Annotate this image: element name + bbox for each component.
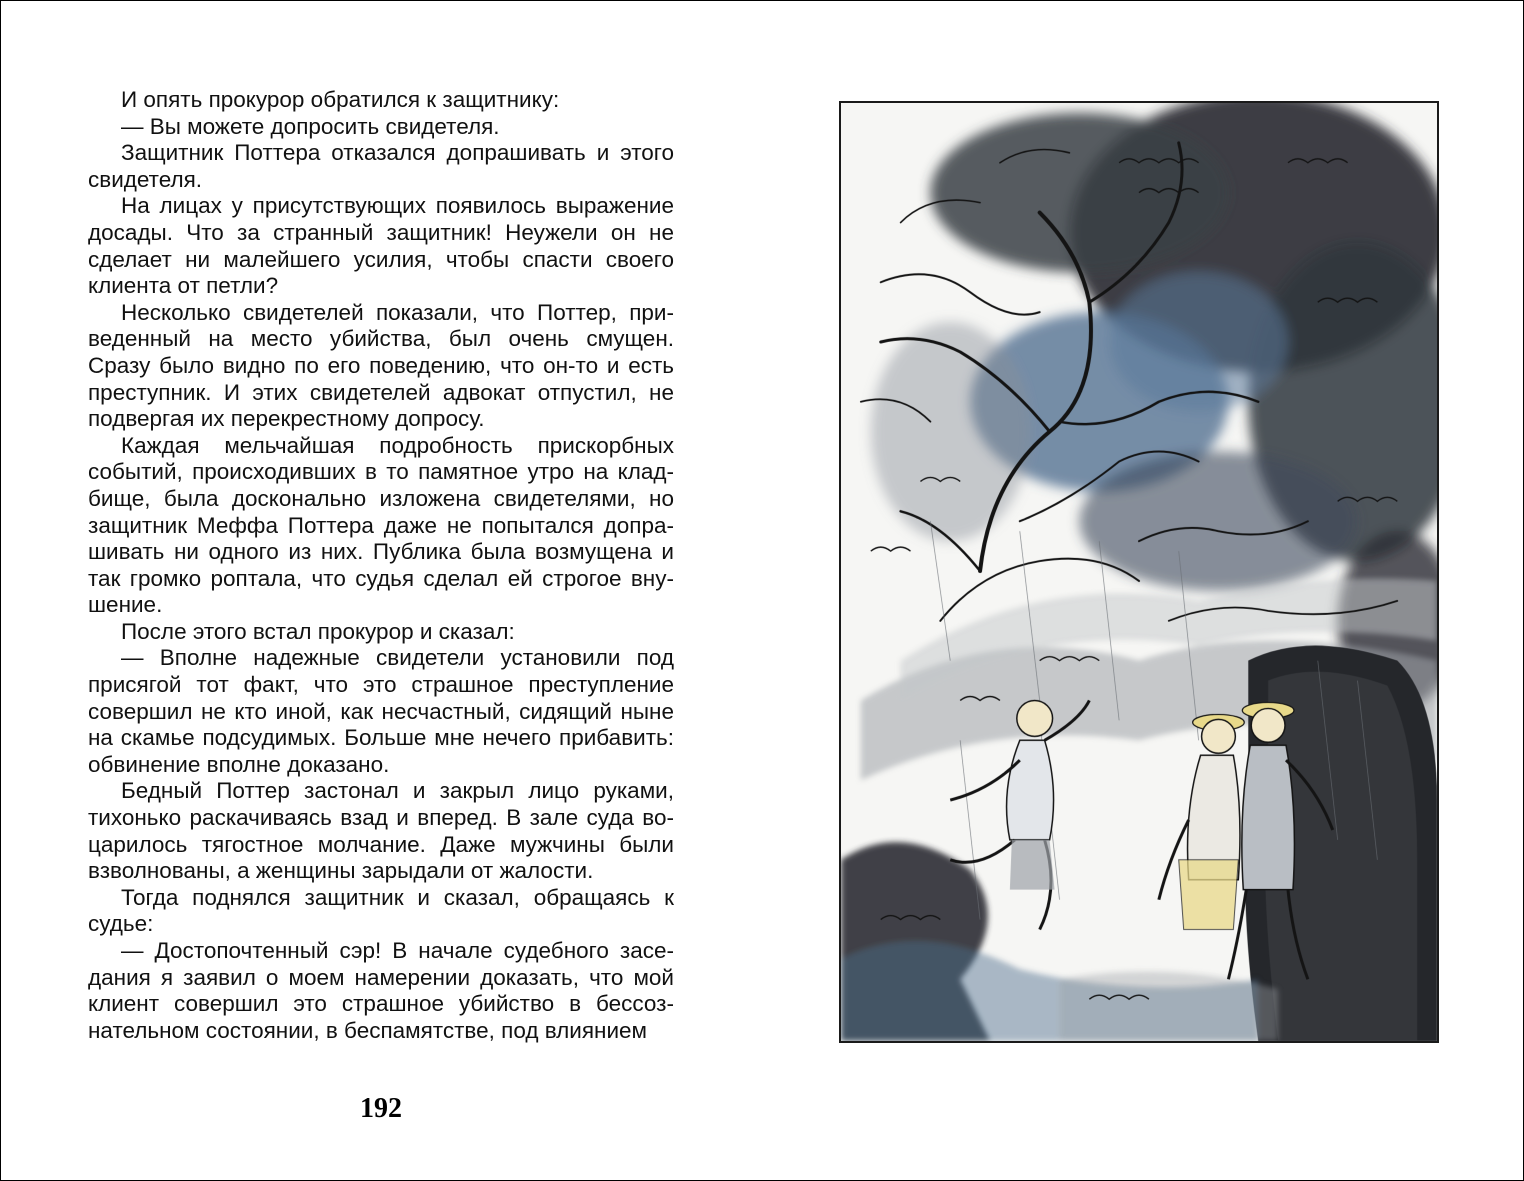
paragraph: После этого встал прокурор и сказал: bbox=[121, 618, 515, 644]
illustration-boys-running-in-rain bbox=[839, 101, 1439, 1043]
page-number: 192 bbox=[360, 1093, 402, 1124]
paragraph: Несколько свидетелей показали, что Поттер, приведенный на место убийства, был очень смущен. Сразу было видно по его поведению, что он-то и есть преступник. И этих свидетелей адвокат отпустил, не подвергая их перекрестному допросу. bbox=[88, 299, 674, 432]
paragraph: Тогда поднялся защитник и сказал, обращаясь к судье: bbox=[88, 884, 674, 937]
paragraph: Бедный Поттер застонал и закрыл лицо руками, тихонько раскачиваясь взад и вперед. В зале суда воцарилось тягостное молчание. Даже мужчины были взволнованы, а женщины зарыдали от жалости. bbox=[88, 778, 674, 884]
left-page-text bbox=[88, 87, 674, 1044]
paragraph: И опять прокурор обратился к защитнику: bbox=[121, 87, 560, 112]
paragraph: — Вполне надежные свидетели установили под присягой тот факт, что это страшное преступление совершил не кто иной, как несчастный, сидящий ныне на скамье подсудимых. Больше мне нечего прибавить: обвинение вполне доказано. bbox=[88, 645, 674, 777]
illustration-drawing bbox=[841, 103, 1437, 1041]
paragraph: На лицах у присутствующих появилось выражение досады. Что за странный защитник! Неужели он не сделает ни малейшего усилия, чтобы спасти своего клиента от петли? bbox=[88, 193, 674, 299]
paragraph: Каждая мельчайшая подробность прискорбных событий, происходивших в то памятное утро на кладбище, была досконально изложена свидетелями, но защитник Меффа Поттера даже не попытался допрашивать ни одного из них. Публика была возмущена и так громко роптала, что судья сделал ей строгое внушение. bbox=[88, 432, 674, 618]
paragraph: Защитник Поттера отказался допрашивать и этого свидетеля. bbox=[88, 140, 674, 192]
paragraph: — Вы можете допросить свидетеля. bbox=[121, 113, 500, 139]
paragraph: — Достопочтенный сэр! В начале судебного заседания я заявил о моем намерении доказать, что мой клиент совершил это страшное убийство в бессознательном состоянии, в беспамятстве, под влиянием bbox=[88, 938, 674, 1043]
